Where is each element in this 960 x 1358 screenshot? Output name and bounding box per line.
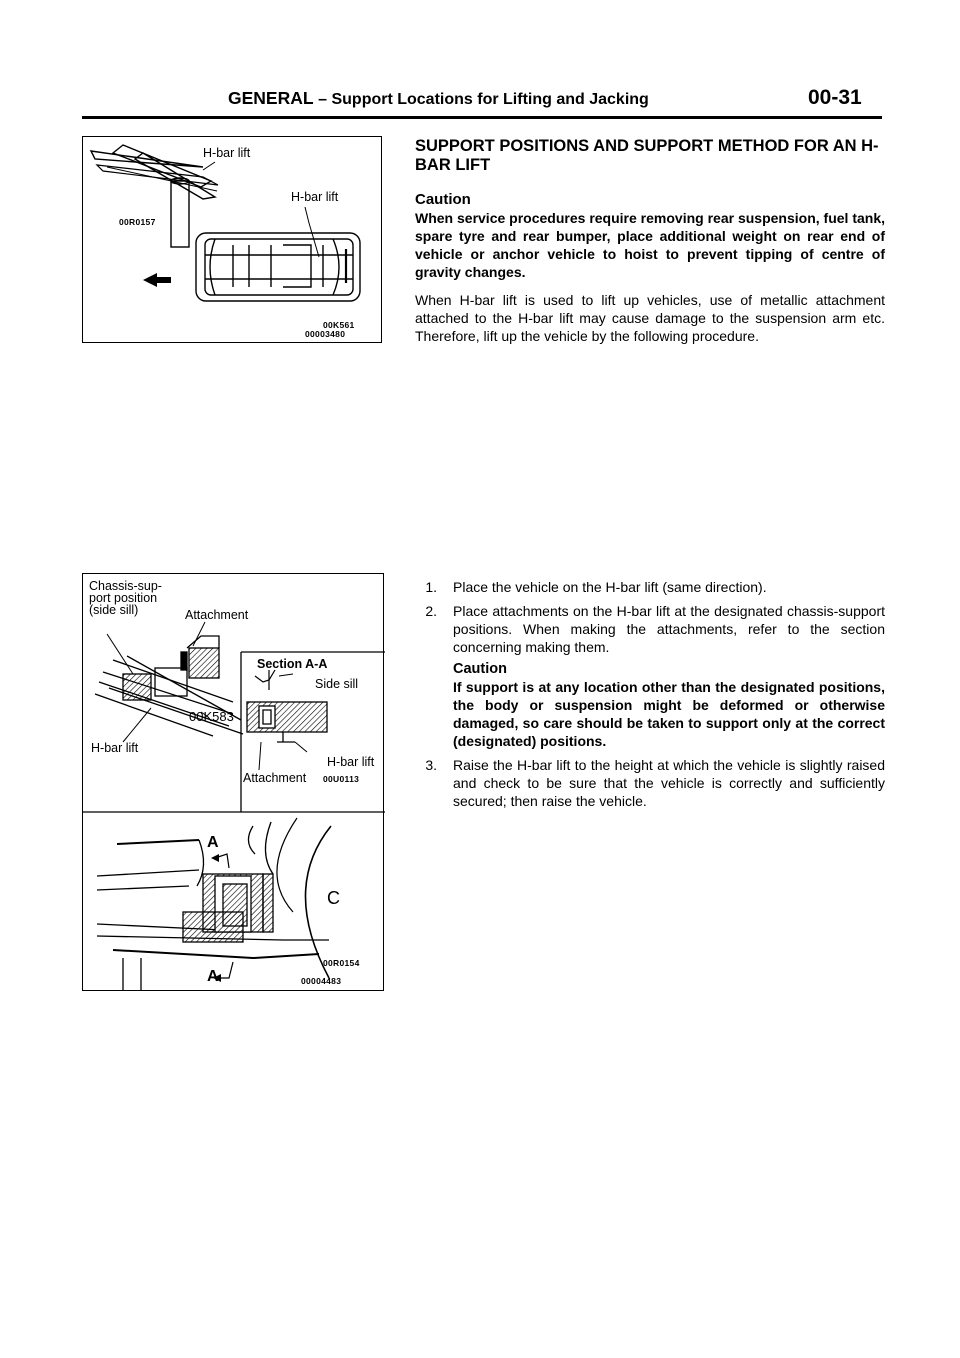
page-header — [0, 78, 960, 120]
header-title — [228, 88, 649, 109]
section-aa-title: Section A-A — [257, 657, 328, 671]
section-aa-sidesill: Side sill — [315, 677, 359, 691]
step-item — [415, 602, 885, 656]
figure1-code-br1: 00K561 — [323, 320, 355, 330]
caution-label: Caution — [415, 191, 471, 208]
figure2-label-hbar: H-bar lift — [91, 741, 139, 755]
lower-code2: 00004483 — [301, 976, 342, 986]
lower-section-marker-top: A — [207, 834, 219, 851]
step2-caution-label: Caution — [453, 661, 507, 677]
step-number: 3. — [425, 757, 437, 773]
figure2-label-code: 00K583 — [189, 709, 234, 724]
step2-caution-text: If support is at any location other than the designated positions, the body or suspension might be deformed or otherwise damaged, so care should be taken to support only at the correct (designated) positions. — [453, 679, 885, 749]
caution-text: When service procedures require removing rear suspension, fuel tank, spare tyre and rear bumper, place additional weight on rear end of vehicle or anchor vehicle to hoist to prevent tipping of centre of gravity changes. — [415, 210, 885, 280]
figure1-label-hbar-top: H-bar lift — [203, 146, 251, 160]
step-item — [415, 756, 885, 810]
figure1-code-br2: 00003480 — [305, 329, 346, 339]
lower-section-marker-bottom: A — [207, 968, 219, 985]
step-text: Place the vehicle on the H-bar lift (same direction). — [453, 579, 767, 595]
steps-list-continued — [415, 756, 885, 810]
step-text: Place attachments on the H-bar lift at the designated chassis-support positions. When making the attachments, refer to the section concerning making them. — [453, 603, 885, 655]
step-item — [415, 578, 885, 596]
step-text: Raise the H-bar lift to the height at which the vehicle is slightly raised and check to be sure that the vehicle is correctly and sufficiently secured; then raise the vehicle. — [453, 757, 885, 809]
step2-caution — [453, 660, 885, 750]
figure-support-positions — [82, 573, 384, 991]
step-number: 2. — [425, 603, 437, 619]
intro-paragraph: When H-bar lift is used to lift up vehicles, use of metallic attachment attached to the H-bar lift may cause damage to the suspension arm etc. Therefore, lift up the vehicle by the following procedure. — [415, 292, 885, 344]
steps-list — [415, 578, 885, 656]
figure1-code-left: 00R0157 — [119, 217, 156, 227]
section-aa-hbar: H-bar lift — [327, 755, 375, 769]
figure2-label-chassis: Chassis-sup- port position (side sill) — [89, 579, 162, 617]
figure-hbar-lift-overview — [82, 136, 382, 343]
figure1-drawing — [83, 137, 383, 344]
lower-hub-mark: C — [327, 888, 340, 908]
section-aa-attachment: Attachment — [243, 771, 307, 785]
lower-code1: 00R0154 — [323, 958, 360, 968]
section-aa-code: 00U0113 — [323, 774, 360, 784]
header-title-sub: – Support Locations for Lifting and Jacking — [318, 91, 649, 108]
section-intro-block — [415, 137, 885, 345]
figure2-label-attachment: Attachment — [185, 608, 249, 622]
figure1-label-hbar-right: H-bar lift — [291, 190, 339, 204]
procedure-steps — [415, 578, 885, 816]
header-title-main: GENERAL — [228, 88, 314, 108]
header-rule — [82, 116, 882, 119]
section-heading: SUPPORT POSITIONS AND SUPPORT METHOD FOR AN H-BAR LIFT — [415, 137, 879, 174]
step-number: 1. — [425, 579, 437, 595]
page-number: 00-31 — [808, 86, 862, 109]
